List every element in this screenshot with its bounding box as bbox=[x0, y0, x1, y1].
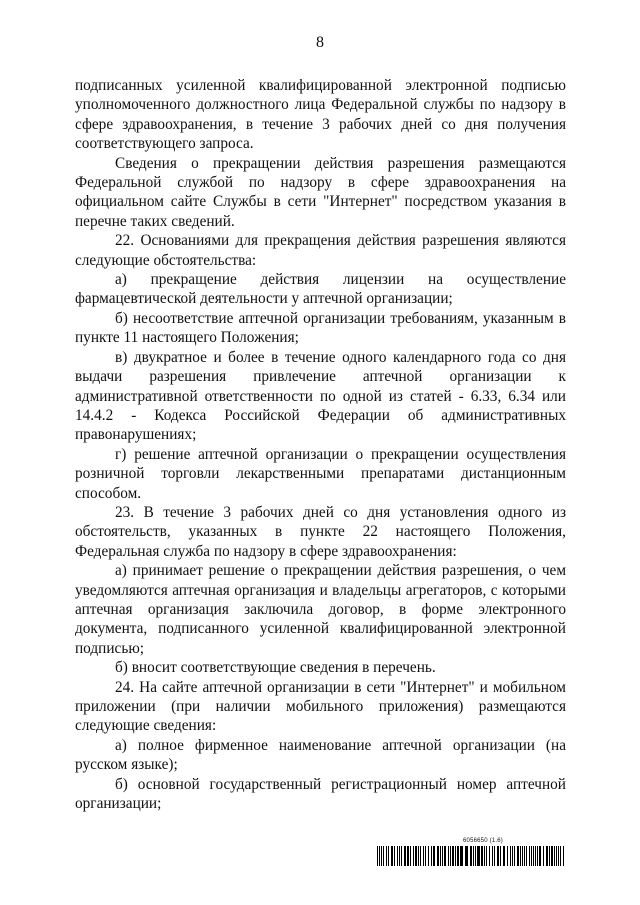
paragraph: 24. На сайте аптечной организации в сети "Интернет" и мобильном приложении (при наличии мобильного приложения) размещаются следующие сведения: bbox=[75, 678, 566, 735]
paragraph: а) принимает решение о прекращении действия разрешения, о чем уведомляются аптечная организация и владельцы агрегаторов, с которыми аптечная организация заключила договор, в форме электронного документа, подписанного усиленной квалифицированной электронной подписью; bbox=[75, 562, 566, 657]
page-number: 8 bbox=[316, 34, 324, 51]
paragraph: в) двукратное и более в течение одного календарного года со дня выдачи разрешения привлечение аптечной организации к административной ответственности по одной из статей - 6.33, 6.34 или 14.4.2 - Кодекса Российской Федерации об административных правонарушениях; bbox=[75, 348, 566, 444]
paragraph: б) несоответствие аптечной организации требованиям, указанным в пункте 11 настоящего Положения; bbox=[75, 309, 566, 347]
paragraph: 23. В течение 3 рабочих дней со дня установления одного из обстоятельств, указанных в пункте 22 настоящего Положения, Федеральная служба по надзору в сфере здравоохранения: bbox=[75, 503, 566, 560]
paragraph: подписанных усиленной квалифицированной электронной подписью уполномоченного должностного лица Федеральной службы по надзору в сфере здравоохранения, в течение 3 рабочих дней со дня получения соответствующего запроса. bbox=[75, 77, 566, 153]
barcode bbox=[377, 846, 565, 866]
paragraph: а) полное фирменное наименование аптечной организации (на русском языке); bbox=[75, 736, 566, 774]
paragraph: г) решение аптечной организации о прекращении осуществления розничной торговли лекарственными препаратами дистанционным способом. bbox=[75, 445, 566, 502]
paragraph: Сведения о прекращении действия разрешения размещаются Федеральной службой по надзору в сфере здравоохранения на официальном сайте Службы в сети "Интернет" посредством указания в перечне таких сведений. bbox=[75, 154, 566, 230]
document-code: 6056650 (1.6) bbox=[463, 838, 503, 844]
paragraph: 22. Основаниями для прекращения действия разрешения являются следующие обстоятельства: bbox=[75, 232, 566, 269]
document-body bbox=[75, 76, 566, 813]
paragraph: а) прекращение действия лицензии на осуществление фармацевтической деятельности у аптечной организации; bbox=[75, 271, 566, 308]
paragraph: б) вносит соответствующие сведения в перечень. bbox=[115, 659, 436, 677]
paragraph: б) основной государственный регистрационный номер аптечной организации; bbox=[75, 775, 566, 813]
